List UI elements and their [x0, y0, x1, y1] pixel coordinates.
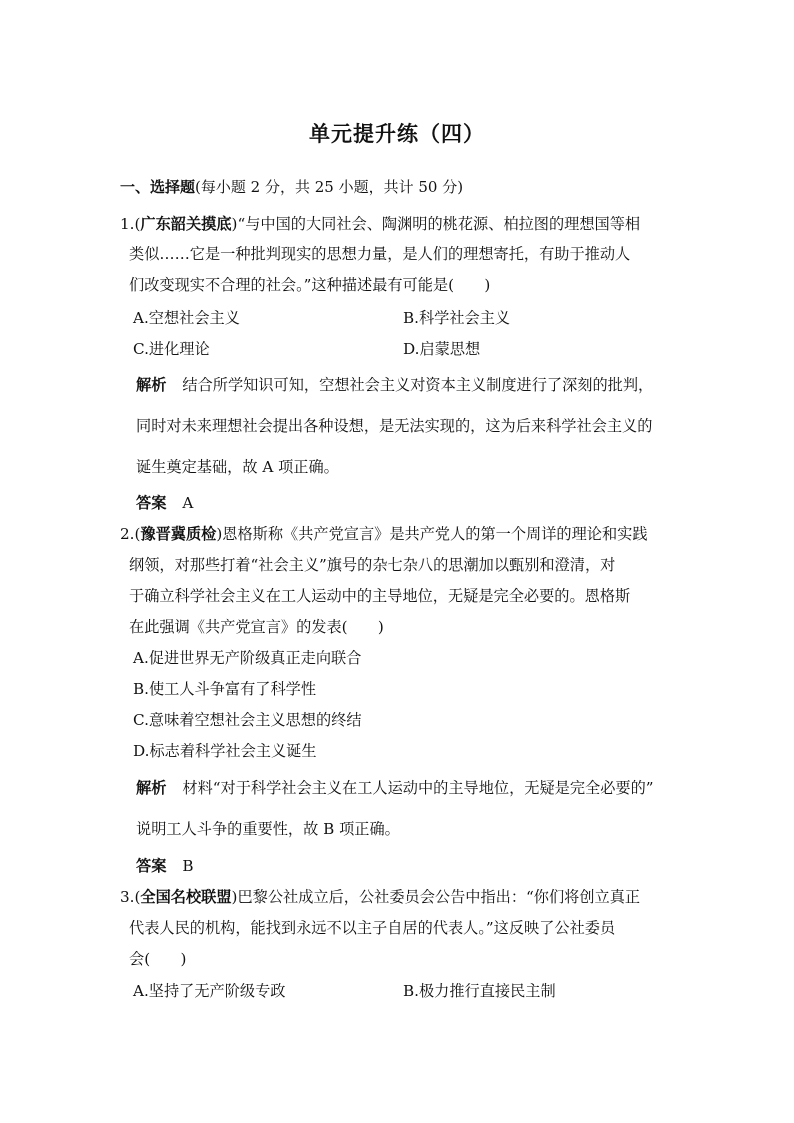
question-number: 1.( — [120, 215, 141, 233]
question-source: 豫晋冀质检 — [140, 525, 217, 543]
analysis-1-line-3: 诞生奠定基础，故 A 项正确。 — [136, 458, 339, 476]
analysis-label: 解析 — [136, 779, 167, 797]
option-a: A.空想社会主义 — [133, 309, 240, 327]
question-1-line-3: 们改变现实不合理的社会。”这种描述最有可能是( ) — [129, 276, 491, 294]
option-a: A.促进世界无产阶级真正走向联合 — [133, 649, 362, 667]
answer-2 — [136, 856, 194, 876]
answer-value: A — [182, 494, 194, 512]
question-text: )“与中国的大同社会、陶渊明的桃花源、柏拉图的理想国等相 — [231, 215, 641, 233]
option-c: C.进化理论 — [133, 340, 210, 358]
analysis-1-line-2: 同时对未来理想社会提出各种设想，是无法实现的，这为后来科学社会主义的 — [136, 417, 653, 435]
option-a: A.坚持了无产阶级专政 — [133, 982, 286, 1000]
option-b: B.使工人斗争富有了科学性 — [133, 680, 317, 698]
option-d: D.启蒙思想 — [403, 340, 481, 358]
question-1-line-1 — [120, 214, 640, 234]
answer-1 — [136, 493, 193, 513]
question-1-line-2: 类似……它是一种批判现实的思想力量，是人们的理想寄托，有助于推动人 — [129, 245, 631, 263]
option-d: D.标志着科学社会主义诞生 — [133, 742, 317, 760]
section-heading — [120, 176, 463, 197]
question-number: 3.( — [120, 888, 141, 906]
question-text: )恩格斯称《共产党宣言》是共产党人的第一个周详的理论和实践 — [216, 525, 648, 543]
question-2-line-2: 纲领，对那些打着“社会主义”旗号的杂七杂八的思潮加以甄别和澄清，对 — [129, 556, 616, 574]
question-number: 2.( — [120, 525, 141, 543]
question-3-line-2: 代表人民的机构，能找到永远不以主子自居的代表人。”这反映了公社委员 — [129, 919, 616, 937]
page-title: 单元提升练（四） — [309, 121, 485, 146]
question-2-line-3: 于确立科学社会主义在工人运动中的主导地位，无疑是完全必要的。恩格斯 — [129, 587, 631, 605]
question-2-line-1 — [120, 524, 648, 544]
analysis-label: 解析 — [136, 376, 167, 394]
question-2-line-4: 在此强调《共产党宣言》的发表( ) — [129, 618, 384, 636]
question-text: )巴黎公社成立后，公社委员会公告中指出：“你们将创立真正 — [231, 888, 641, 906]
analysis-2-line-1 — [136, 778, 654, 798]
question-source: 全国名校联盟 — [140, 888, 232, 906]
option-c: C.意味着空想社会主义思想的终结 — [133, 711, 362, 729]
question-3-line-1 — [120, 887, 640, 907]
answer-label: 答案 — [136, 857, 167, 875]
analysis-text: 结合所学知识可知，空想社会主义对资本主义制度进行了深刻的批判， — [182, 376, 654, 394]
section-title: 一、选择题 — [120, 178, 196, 196]
option-b: B.极力推行直接民主制 — [403, 982, 556, 1000]
option-b: B.科学社会主义 — [403, 309, 511, 327]
section-note: (每小题 2 分，共 25 小题，共计 50 分) — [195, 178, 464, 196]
analysis-2-line-2: 说明工人斗争的重要性，故 B 项正确。 — [136, 820, 400, 838]
question-source: 广东韶关摸底 — [140, 215, 232, 233]
answer-value: B — [182, 857, 194, 875]
answer-label: 答案 — [136, 494, 167, 512]
question-3-line-3: 会( ) — [129, 950, 187, 968]
analysis-1-line-1 — [136, 375, 653, 395]
analysis-text: 材料“对于科学社会主义在工人运动中的主导地位，无疑是完全必要的” — [182, 779, 654, 797]
